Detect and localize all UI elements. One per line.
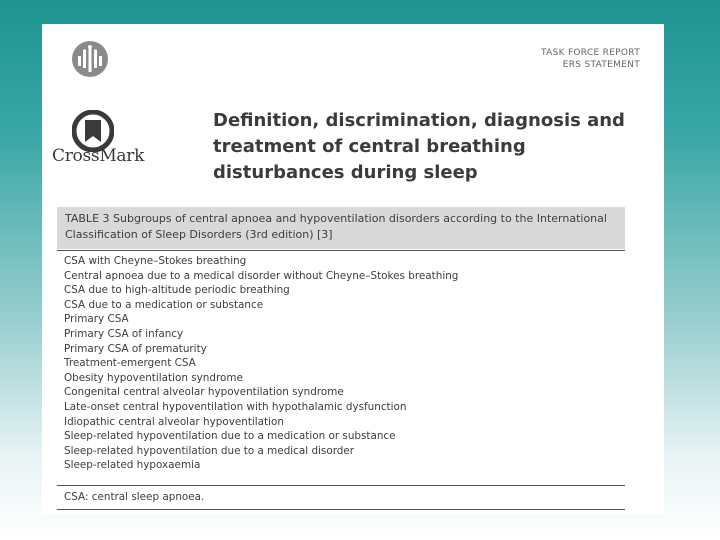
table-bottom-rule (57, 485, 625, 486)
table-row: CSA due to a medication or substance (64, 298, 264, 311)
table-row: Idiopathic central alveolar hypoventilation (64, 415, 284, 428)
table-row: Primary CSA of infancy (64, 327, 184, 340)
table-row: Primary CSA (64, 313, 129, 326)
table-row: Obesity hypoventilation syndrome (64, 371, 243, 384)
table-row: Sleep-related hypoventilation due to a medical disorder (64, 444, 355, 457)
ers-logo-icon (71, 40, 109, 78)
table-footnote: CSA: central sleep apnoea. (64, 491, 205, 503)
table-caption: TABLE 3 Subgroups of central apnoea and hypoventilation disorders according to the International Classification of Sleep Disorders (3rd edition) [3] (57, 207, 625, 249)
table-row: Sleep-related hypoxaemia (64, 459, 201, 472)
table-end-rule (57, 509, 625, 510)
table-row: Primary CSA of prematurity (64, 342, 207, 355)
article-title: Definition, discrimination, diagnosis and treatment of central breathing disturbances during sleep (213, 110, 625, 183)
table-row: CSA with Cheyne–Stokes breathing (64, 255, 247, 267)
table-row: Central apnoea due to a medical disorder without Cheyne–Stokes breathing (64, 269, 459, 282)
report-header (541, 47, 640, 71)
crossmark-label: CrossMark (52, 146, 145, 166)
table-body (64, 254, 458, 473)
table-row: CSA due to high-altitude periodic breathing (64, 284, 290, 297)
table-row: Sleep-related hypoventilation due to a medication or substance (64, 430, 396, 443)
table-row: Congenital central alveolar hypoventilation syndrome (64, 386, 344, 399)
table-row: Late-onset central hypoventilation with hypothalamic dysfunction (64, 400, 407, 413)
statement-type: ERS STATEMENT (562, 60, 640, 70)
table-row: Treatment-emergent CSA (64, 357, 196, 370)
table-top-rule (57, 250, 625, 251)
document-page (42, 24, 664, 514)
report-type: TASK FORCE REPORT (541, 48, 640, 58)
